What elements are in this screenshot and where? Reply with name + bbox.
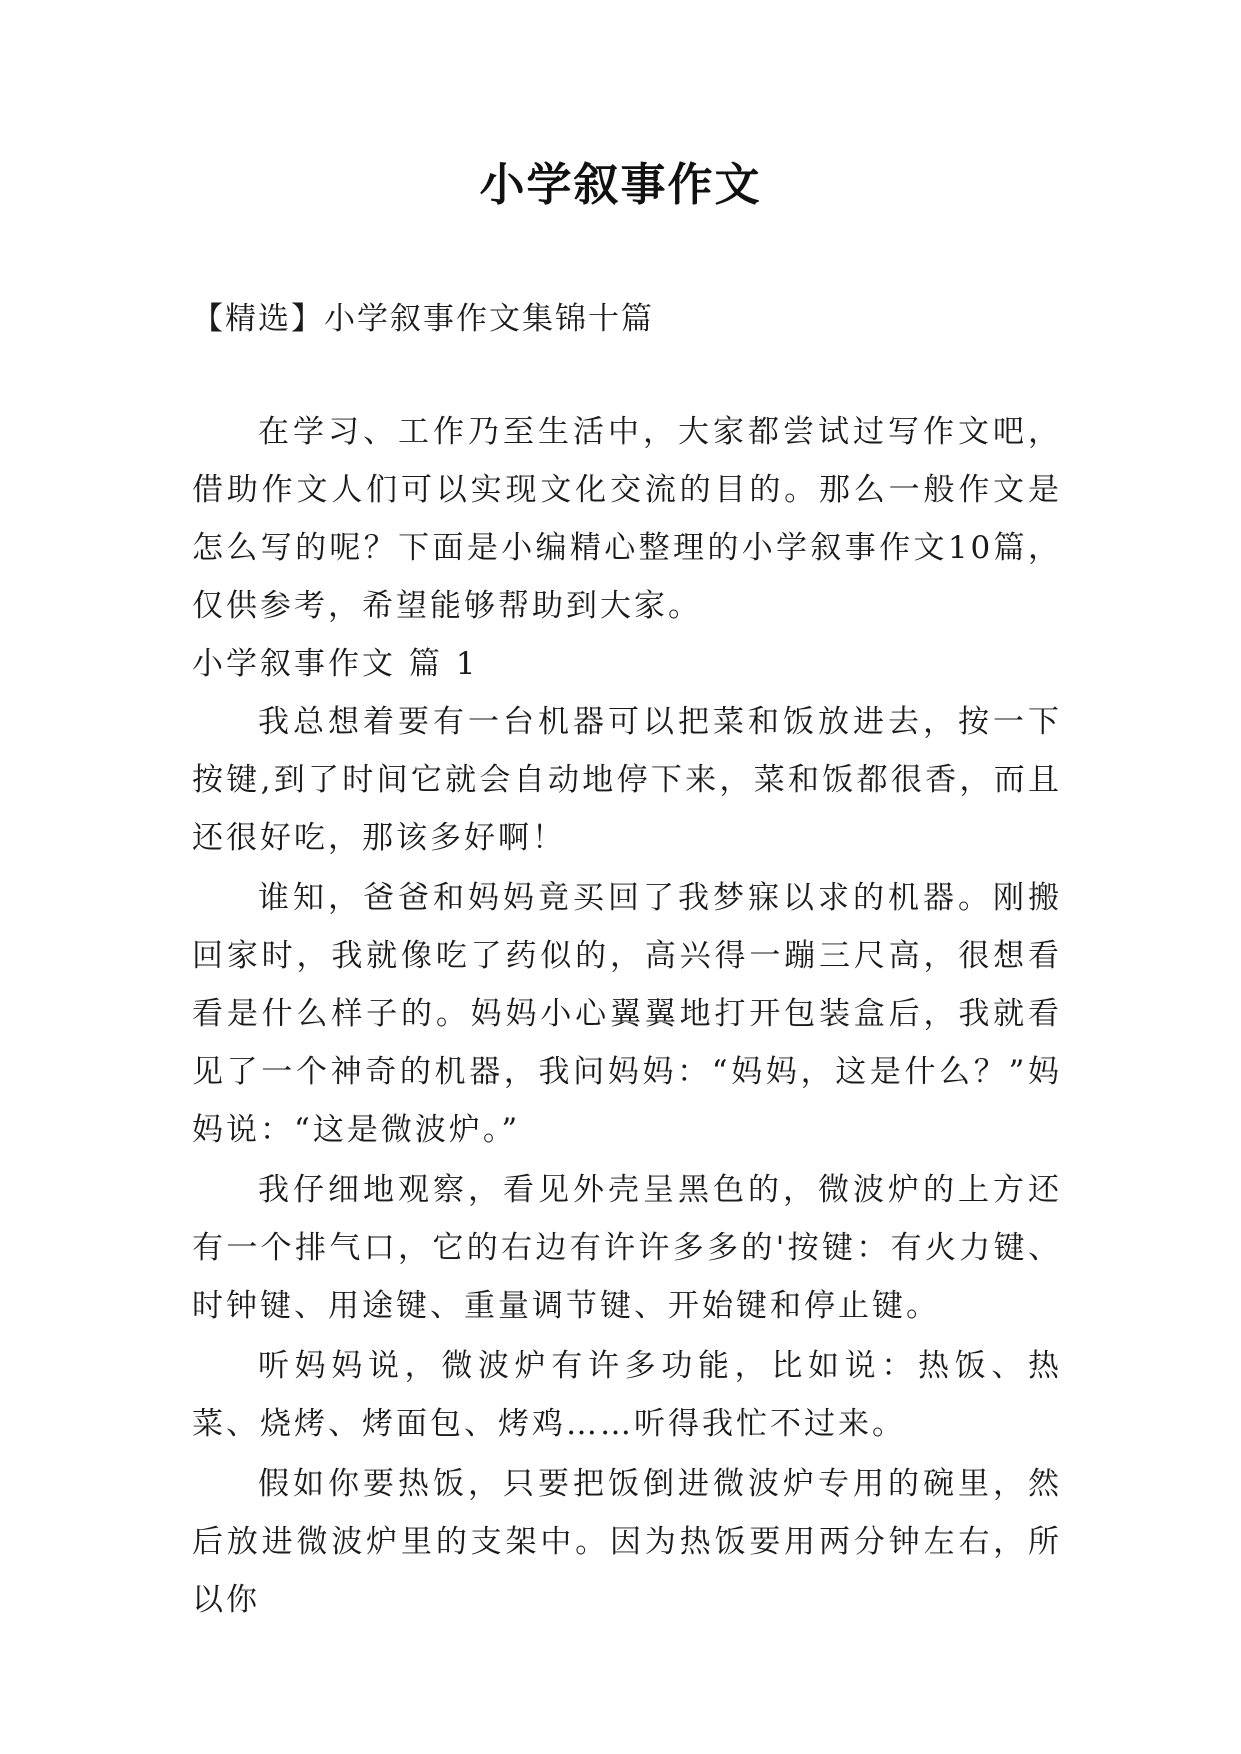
body-paragraph: 谁知，爸爸和妈妈竟买回了我梦寐以求的机器。刚搬回家时，我就像吃了药似的，高兴得一蹦三尺高，很想看看是什么样子的。妈妈小心翼翼地打开包装盒后，我就看见了一个神奇的机器，我问妈妈：“妈妈，这是什么？”妈妈说：“这是微波炉。”	[192, 880, 1062, 1148]
document-subtitle: 【精选】小学叙事作文集锦十篇	[192, 301, 654, 337]
body-paragraph: 我仔细地观察，看见外壳呈黑色的，微波炉的上方还有一个排气口，它的右边有许许多多的'按键：有火力键、时钟键、用途键、重量调节键、开始键和停止键。	[192, 1172, 1062, 1324]
section-heading: 小学叙事作文 篇 1	[192, 646, 479, 682]
document-title: 小学叙事作文	[479, 158, 762, 211]
body-paragraph: 听妈妈说，微波炉有许多功能，比如说：热饭、热菜、烧烤、烤面包、烤鸡……听得我忙不过来。	[192, 1348, 1062, 1442]
document-body	[192, 403, 1062, 1629]
body-paragraph: 我总想着要有一台机器可以把菜和饭放进去，按一下按键,到了时间它就会自动地停下来，菜和饭都很香，而且还很好吃，那该多好啊！	[192, 704, 1062, 856]
body-paragraph: 假如你要热饭，只要把饭倒进微波炉专用的碗里，然后放进微波炉里的支架中。因为热饭要用两分钟左右，所以你	[192, 1466, 1062, 1618]
intro-paragraph: 在学习、工作乃至生活中，大家都尝试过写作文吧，借助作文人们可以实现文化交流的目的。那么一般作文是怎么写的呢？下面是小编精心整理的小学叙事作文10篇，仅供参考，希望能够帮助到大家。	[192, 414, 1062, 624]
